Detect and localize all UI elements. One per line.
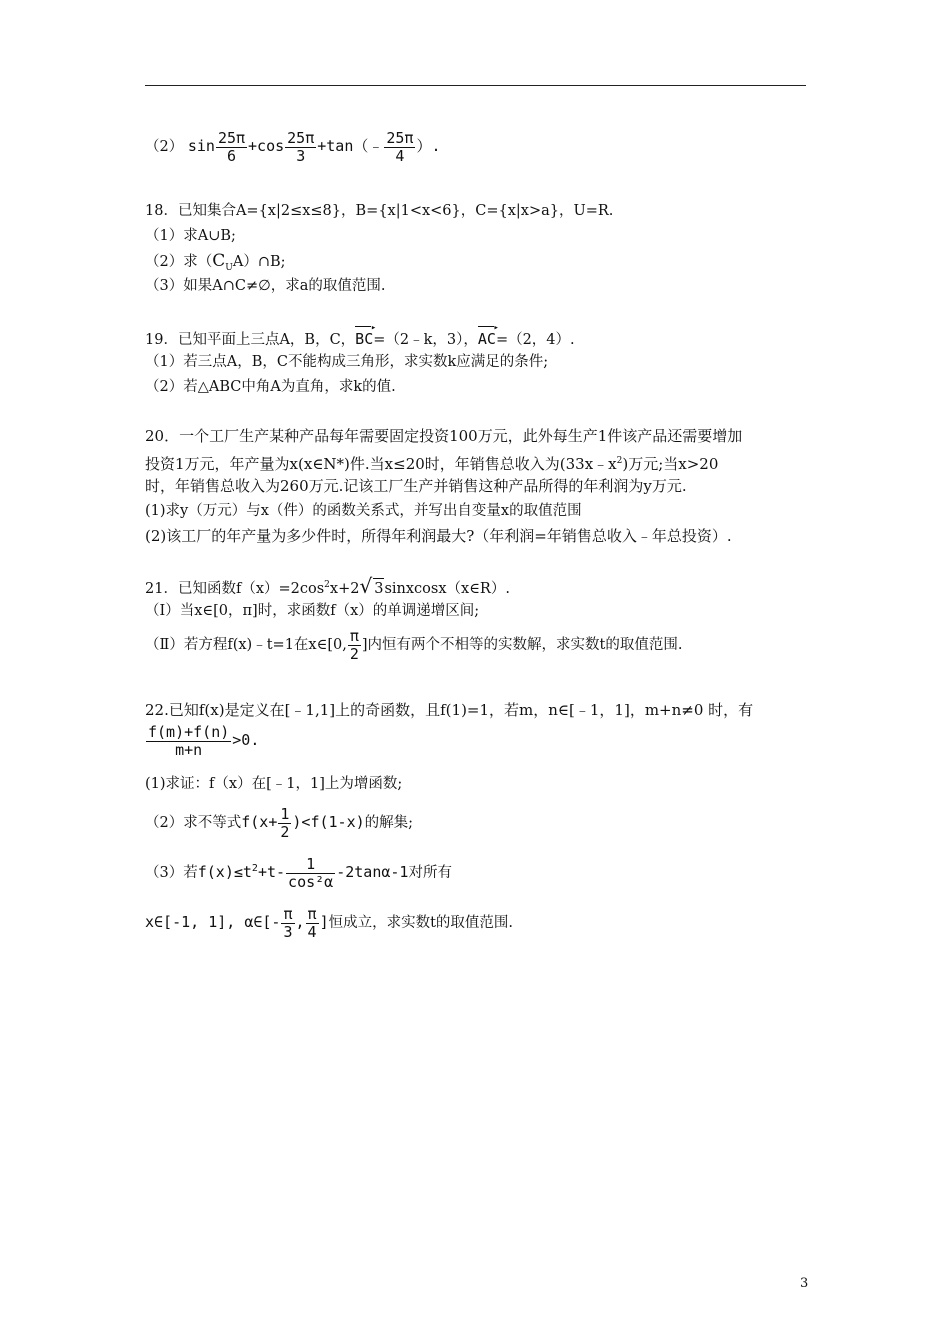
q22-condition <box>145 724 259 758</box>
q22-pi3-den: 3 <box>283 922 293 941</box>
q22-pi4-frac <box>306 906 319 940</box>
q17-part2-label: （2） <box>145 139 184 155</box>
q22-part2-post: 的解集; <box>364 815 414 831</box>
q19-stem-a: 19．已知平面上三点A，B，C， <box>145 332 356 348</box>
q21-stem-b: x+2 <box>329 580 360 597</box>
q17-frac3 <box>384 130 415 164</box>
q22-stem: 22.已知f(x)是定义在[﹣1,1]上的奇函数，且f(1)=1，若m，n∈[﹣1，1]，m+n≠0 时，有 <box>145 701 754 719</box>
q22-part3-a: f(x)≤t <box>197 863 252 881</box>
q18-stem: 18．已知集合A={x|2≤x≤8}，B={x|1<x<6}，C={x|x>a}，U=R. <box>145 203 614 219</box>
q21-frac-den: 2 <box>349 644 359 663</box>
q17-frac1 <box>216 130 247 164</box>
q18-part3: （3）如果A∩C≠∅，求a的取值范围. <box>145 278 386 294</box>
q22-frac <box>146 724 231 758</box>
q19-part2: （2）若△ABC中角A为直角，求k的值. <box>145 379 396 395</box>
q17-frac3-den: 4 <box>395 146 405 165</box>
q18-complement: C <box>212 251 226 271</box>
q22-part3-frac <box>286 856 335 890</box>
q18-part1: （1）求A∪B; <box>145 228 236 244</box>
q21-stem <box>145 575 510 599</box>
q20-line2-a: 投资1万元，年产量为x(x∈N*)件.当x≤20时，年销售总收入为(33x﹣x <box>145 455 617 473</box>
q22-part3-frac-den: cos²α <box>288 872 334 891</box>
page-number: 3 <box>800 1276 809 1291</box>
q22-frac-den: m+n <box>175 740 203 759</box>
q21-stem-a: 21．已知函数f（x）=2cos <box>145 580 325 597</box>
q22-part3-cont-b: , <box>295 913 305 931</box>
q22-part3-sup: 2 <box>251 863 258 875</box>
q21-part2-b: ]内恒有两个不相等的实数解，求实数t的取值范围. <box>361 637 683 653</box>
q17-frac1-num: 25π <box>217 129 246 147</box>
q17-frac1-den: 6 <box>226 146 236 165</box>
q22-half-num: 1 <box>280 805 290 823</box>
q22-frac-num: f(m)+f(n) <box>148 723 230 741</box>
q20-line1: 20．一个工厂生产某种产品每年需要固定投资100万元，此外每生产1件该产品还需要增加 <box>145 427 743 445</box>
q17-tail: ）. <box>416 137 441 155</box>
q22-part3-cont-c: ] <box>319 913 329 931</box>
q21-part1: （Ⅰ）当x∈[0，π]时，求函数f（x）的单调递增区间; <box>145 603 480 619</box>
q21-part2 <box>145 628 682 662</box>
q22-part3-cont <box>145 906 513 940</box>
vector-ac: AC ▸ <box>478 326 496 349</box>
q22-part3-cont-post: 恒成立，求实数t的取值范围. <box>328 915 514 931</box>
q19-stem-b: =（2﹣k，3）， <box>373 332 478 348</box>
q17-sin: sin <box>187 137 215 155</box>
q21-frac <box>348 628 361 662</box>
q22-pi4-den: 4 <box>307 922 317 941</box>
q17-frac3-num: 25π <box>386 129 414 147</box>
q22-part1: (1)求证：f（x）在[﹣1，1]上为增函数; <box>145 776 403 792</box>
q22-part3-c: -2tanα-1 <box>336 863 409 881</box>
q19-stem <box>145 326 575 350</box>
vector-bc: BC ▸ <box>355 326 373 349</box>
q17-part2 <box>145 130 441 164</box>
q22-part2-a: f(x+ <box>241 813 278 831</box>
q21-sup: 2 <box>324 580 330 590</box>
q17-frac2-den: 3 <box>296 146 306 165</box>
q20-part1: (1)求y（万元）与x（件）的函数关系式，并写出自变量x的取值范围 <box>145 503 582 519</box>
q18-part2-b: A）∩B; <box>232 254 286 270</box>
q20-line3: 时，年销售总收入为260万元.记该工厂生产并销售这种产品所得的年利润为y万元. <box>145 477 687 495</box>
q22-half <box>278 806 291 840</box>
q19-part1: （1）若三点A，B，C不能构成三角形，求实数k应满足的条件; <box>145 354 549 370</box>
q21-part2-a: （Ⅱ）若方程f(x)﹣t=1在x∈[0, <box>145 637 347 653</box>
q19-stem-c: =（2，4）. <box>495 332 575 348</box>
q18-complement-sub: U <box>225 262 233 273</box>
header-rule <box>145 85 806 86</box>
q22-part3 <box>145 856 452 890</box>
q20-line2-b: )万元;当x>20 <box>622 455 719 473</box>
q22-frac-tail: >0. <box>232 731 260 749</box>
q22-half-den: 2 <box>280 822 290 841</box>
q22-pi3-frac <box>281 906 294 940</box>
q21-radicand: 3 <box>373 578 384 599</box>
q20-sup: 2 <box>616 456 623 466</box>
q22-part3-pre: （3）若 <box>145 865 198 881</box>
q20-line2 <box>145 451 718 474</box>
q22-pi3-num: π <box>283 905 293 923</box>
q22-part2 <box>145 806 413 840</box>
q22-part3-frac-num: 1 <box>286 856 335 874</box>
q22-part3-cont-a: x∈[-1, 1], α∈[- <box>145 913 281 931</box>
q22-part3-post: 对所有 <box>408 865 452 881</box>
q17-frac2-num: 25π <box>287 129 315 147</box>
q17-frac2 <box>285 130 316 164</box>
q18-part2 <box>145 251 286 278</box>
sqrt-icon: √ <box>359 573 373 598</box>
q18-part2-a: （2）求（ <box>145 254 213 270</box>
q17-tan: +tan（﹣ <box>317 137 384 155</box>
q22-part2-pre: （2）求不等式 <box>145 815 242 831</box>
q22-part3-b: +t- <box>257 863 286 881</box>
q21-frac-num: π <box>349 627 359 645</box>
q22-pi4-num: π <box>307 905 317 923</box>
q22-part2-b: )<f(1-x) <box>292 813 365 831</box>
q21-stem-c: sinxcosx（x∈R）. <box>384 580 510 597</box>
q17-cos: +cos <box>248 137 285 155</box>
q20-part2: (2)该工厂的年产量为多少件时，所得年利润最大?（年利润=年销售总收入﹣年总投资）. <box>145 527 732 545</box>
